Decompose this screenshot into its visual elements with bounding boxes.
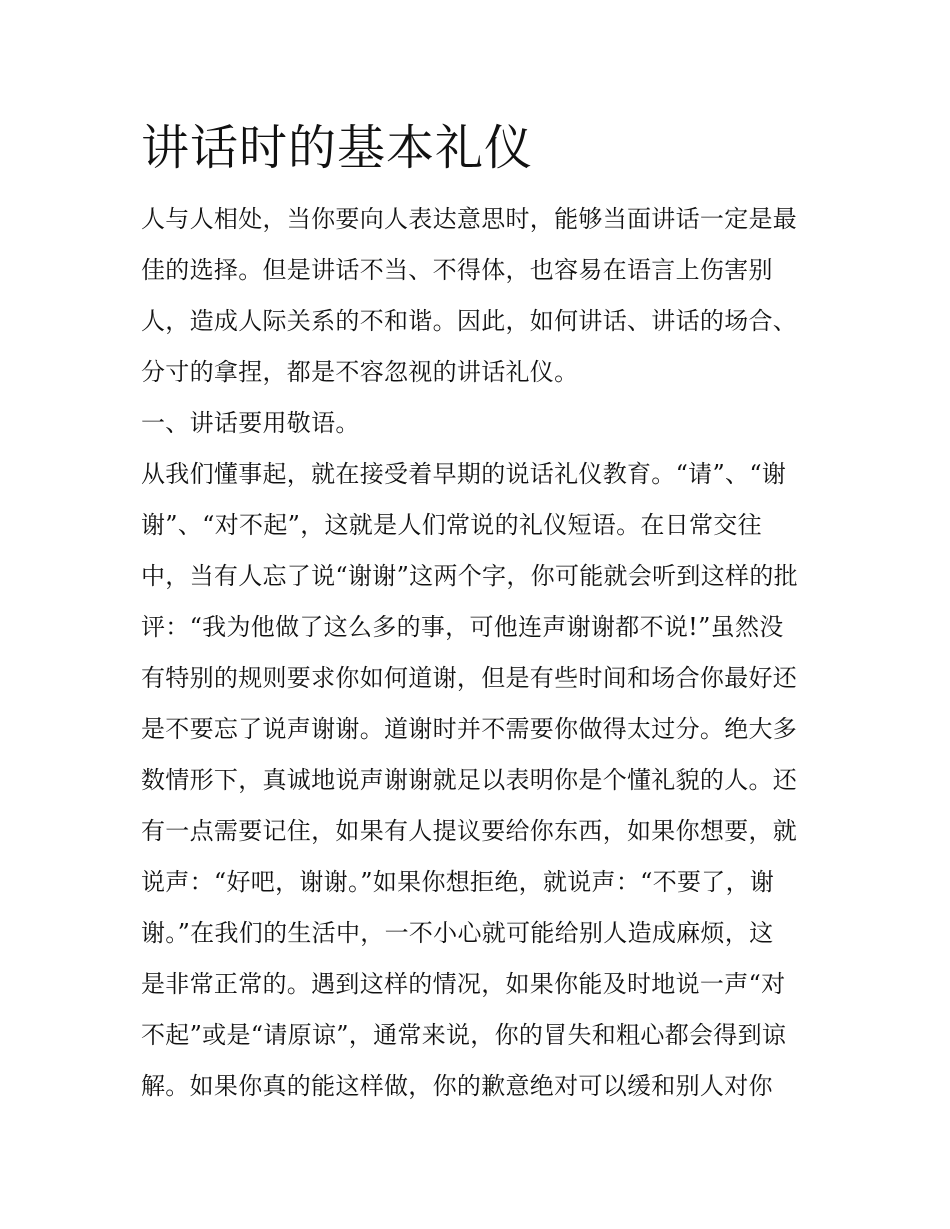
text-line: 谢。”在我们的生活中，一不小心就可能给别人造成麻烦，这 bbox=[141, 919, 774, 947]
text-line: 解。如果你真的能这样做，你的歉意绝对可以缓和别人对你 bbox=[141, 1072, 773, 1100]
text-line: 不起”或是“请原谅”，通常来说，你的冒失和粗心都会得到谅 bbox=[141, 1021, 787, 1049]
text-line: 佳的选择。但是讲话不当、不得体，也容易在语言上伤害别 bbox=[141, 256, 773, 284]
document-title: 讲话时的基本礼仪 bbox=[141, 120, 534, 176]
text-line: 有特别的规则要求你如何道谢，但是有些时间和场合你最好还 bbox=[141, 664, 798, 692]
text-line: 分寸的拿捏，都是不容忽视的讲话礼仪。 bbox=[141, 358, 579, 386]
text-line: 从我们懂事起，就在接受着早期的说话礼仪教育。“请”、“谢 bbox=[141, 460, 787, 488]
text-line: 是不要忘了说声谢谢。道谢时并不需要你做得太过分。绝大多 bbox=[141, 715, 798, 743]
text-line: 有一点需要记住，如果有人提议要给你东西，如果你想要，就 bbox=[141, 817, 798, 845]
text-line: 评：“我为他做了这么多的事，可他连声谢谢都不说!”虽然没 bbox=[141, 613, 784, 641]
text-line: 数情形下，真诚地说声谢谢就足以表明你是个懂礼貌的人。还 bbox=[141, 766, 798, 794]
text-line: 是非常正常的。遇到这样的情况，如果你能及时地说一声“对 bbox=[141, 970, 786, 998]
document-body bbox=[141, 112, 816, 1112]
text-line: 人，造成人际关系的不和谐。因此，如何讲话、讲话的场合、 bbox=[141, 307, 798, 335]
text-line: 中，当有人忘了说“谢谢”这两个字，你可能就会听到这样的批 bbox=[141, 562, 798, 590]
text-line: 说声：“好吧，谢谢。”如果你想拒绝，就说声：“不要了，谢 bbox=[141, 868, 775, 896]
text-line: 谢”、“对不起”，这就是人们常说的礼仪短语。在日常交往 bbox=[141, 511, 762, 539]
section-heading: 一、讲话要用敬语。 bbox=[141, 409, 360, 437]
text-line: 人与人相处，当你要向人表达意思时，能够当面讲话一定是最 bbox=[141, 205, 798, 233]
